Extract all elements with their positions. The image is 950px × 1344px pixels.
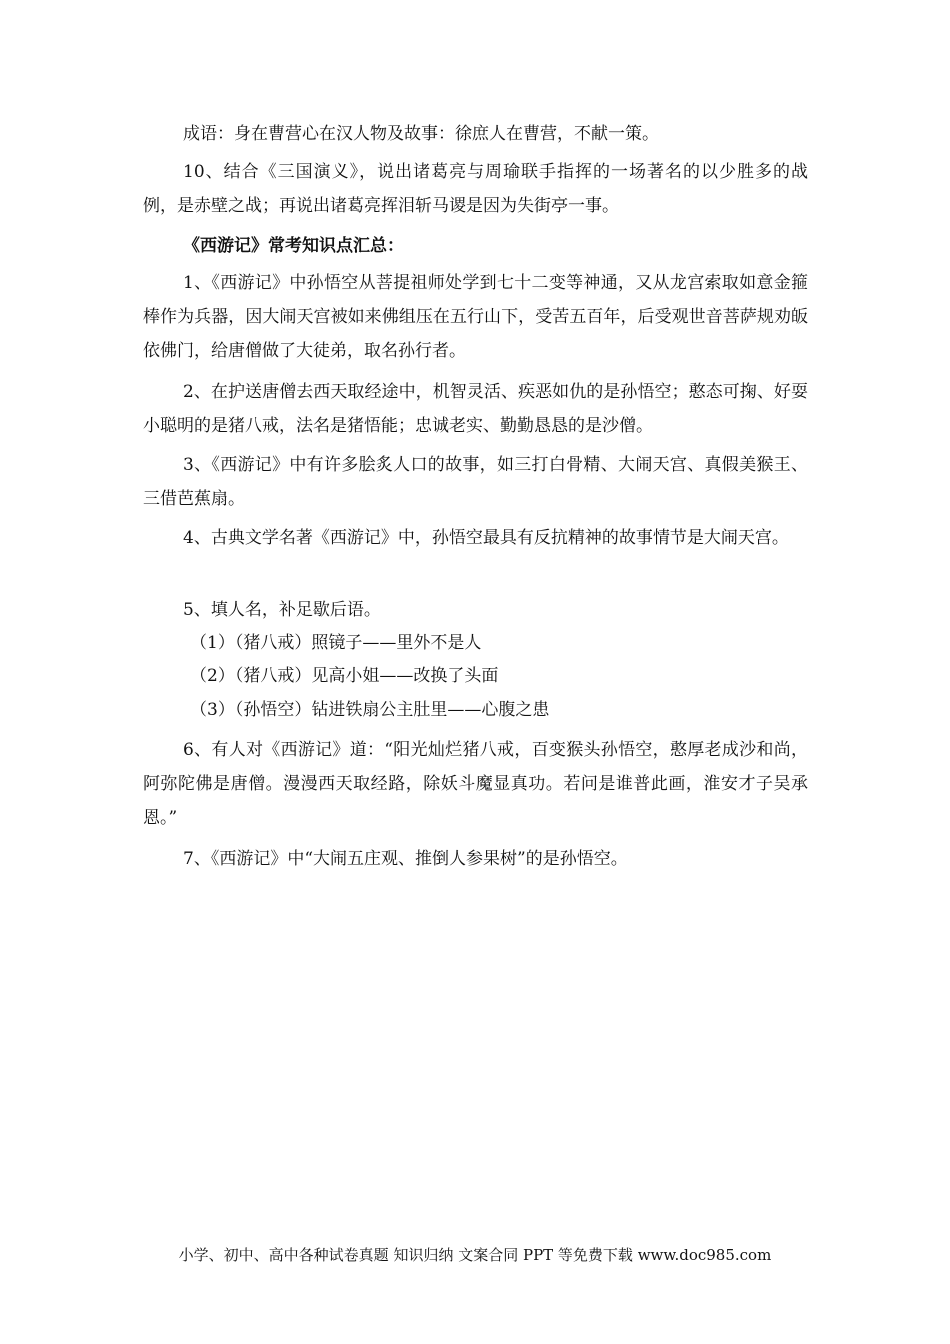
list-item: 3、《西游记》中有许多脍炙人口的故事，如三打白骨精、大闹天宫、真假美猴王、三借芭蕉扇。 — [143, 455, 808, 509]
list-item: 1、《西游记》中孙悟空从菩提祖师处学到七十二变等神通，又从龙宫索取如意金箍棒作为兵器，因大闹天宫被如来佛组压在五行山下，受苦五百年，后受观世音菩萨规劝皈依佛门，给唐僧做了大徒弟，取名孙行者。 — [143, 273, 808, 361]
sub-item: （3）（孙悟空）钻进铁扇公主肚里——心腹之患 — [190, 700, 550, 720]
question-10: 10、结合《三国演义》，说出诸葛亮与周瑜联手指挥的一场著名的以少胜多的战例，是赤壁之战；再说出诸葛亮挥泪斩马谡是因为失街亭一事。 — [143, 162, 808, 216]
list-item: 7、《西游记》中“大闹五庄观、推倒人参果树”的是孙悟空。 — [183, 849, 628, 869]
sub-item: （2）（猪八戒）见高小姐——改换了头面 — [190, 666, 499, 686]
list-item: 4、古典文学名著《西游记》中，孙悟空最具有反抗精神的故事情节是大闹天宫。 — [183, 528, 789, 548]
list-item: 6、有人对《西游记》道：“阳光灿烂猪八戒，百变猴头孙悟空，憨厚老成沙和尚，阿弥陀佛是唐僧。漫漫西天取经路，除妖斗魔显真功。若问是谁普此画，淮安才子吴承恩。” — [143, 740, 808, 828]
section-title: 《西游记》常考知识点汇总： — [183, 236, 404, 256]
list-item: 5、填人名，补足歇后语。 — [183, 600, 381, 620]
page-footer: 小学、初中、高中各种试卷真题 知识归纳 文案合同 PPT 等免费下载 www.doc985.com — [178, 1246, 772, 1264]
idiom-line: 成语：身在曹营心在汉人物及故事：徐庶人在曹营，不献一策。 — [183, 124, 659, 144]
sub-item: （1）（猪八戒）照镜子——里外不是人 — [190, 633, 482, 653]
list-item: 2、在护送唐僧去西天取经途中，机智灵活、疾恶如仇的是孙悟空；憨态可掬、好耍小聪明的是猪八戒，法名是猪悟能；忠诚老实、勤勤恳恳的是沙僧。 — [143, 382, 808, 436]
